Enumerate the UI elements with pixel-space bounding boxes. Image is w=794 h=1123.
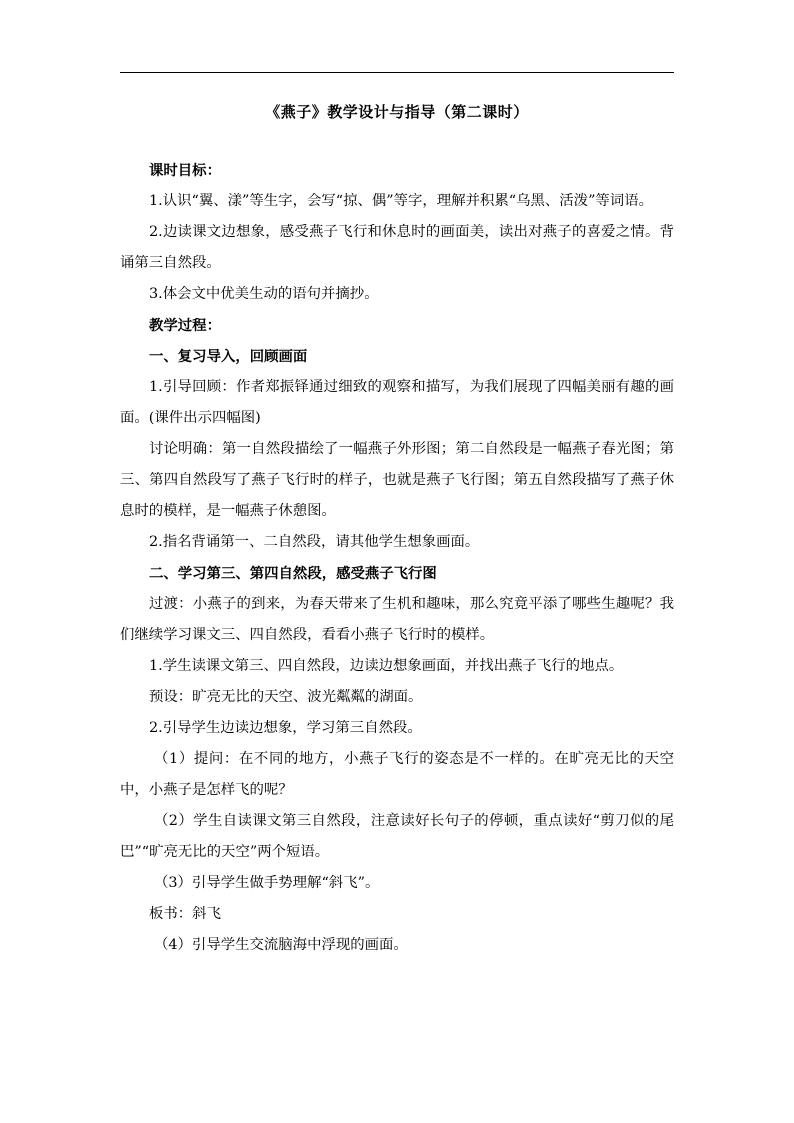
- header-rule: [120, 72, 674, 73]
- sub-step: （4）引导学生交流脑海中浮现的画面。: [154, 937, 408, 953]
- subsection-heading: 一、复习导入，回顾画面: [149, 348, 308, 365]
- body-paragraph: 讨论明确：第一自然段描绘了一幅燕子外形图；第二自然段是一幅燕子春光图；第三、第四自然段写了燕子飞行时的样子，也就是燕子飞行图；第五自然段描写了燕子休息时的模样，是一幅燕子休憩图。: [120, 441, 674, 519]
- document-title: 《燕子》教学设计与指导（第二课时）: [265, 103, 529, 121]
- sub-step: （3）引导学生做手势理解“斜飞”。: [154, 875, 380, 891]
- body-paragraph: 1.引导回顾：作者郑振铎通过细致的观察和描写，为我们展现了四幅美丽有趣的画面。(课件出示四幅图): [120, 379, 674, 426]
- section-heading-objectives: 课时目标：: [149, 162, 221, 179]
- sub-step: （1）提问：在不同的地方，小燕子飞行的姿态是不一样的。在旷亮无比的天空中，小燕子是怎样飞的呢？: [120, 751, 674, 798]
- subsection-heading: 二、学习第三、第四自然段，感受燕子飞行图: [149, 565, 437, 582]
- body-paragraph: 2.指名背诵第一、二自然段，请其他学生想象画面。: [149, 534, 480, 550]
- body-paragraph: 过渡：小燕子的到来，为春天带来了生机和趣味，那么究竟平添了哪些生趣呢？我们继续学习课文三、四自然段，看看小燕子飞行时的模样。: [120, 596, 674, 643]
- body-paragraph: 板书：斜飞: [149, 906, 221, 922]
- body-paragraph: 2.引导学生边读边想象，学习第三自然段。: [149, 720, 422, 736]
- section-heading-process: 教学过程：: [149, 317, 221, 334]
- body-paragraph: 1.学生读课文第三、四自然段，边读边想象画面，并找出燕子飞行的地点。: [149, 658, 624, 674]
- sub-step: （2）学生自读课文第三自然段，注意读好长句子的停顿，重点读好“剪刀似的尾巴”“旷亮无比的天空”两个短语。: [120, 813, 674, 860]
- body-paragraph: 预设：旷亮无比的天空、波光粼粼的湖面。: [149, 689, 423, 705]
- objective-item: 2.边读课文边想象，感受燕子飞行和休息时的画面美，读出对燕子的喜爱之情。背诵第三自然段。: [120, 224, 674, 271]
- objective-item: 3.体会文中优美生动的语句并摘抄。: [149, 286, 379, 302]
- objective-item: 1.认识“翼、漾”等生字，会写“掠、偶”等字，理解并积累“乌黑、活泼”等词语。: [149, 193, 653, 209]
- document-body: [120, 155, 674, 961]
